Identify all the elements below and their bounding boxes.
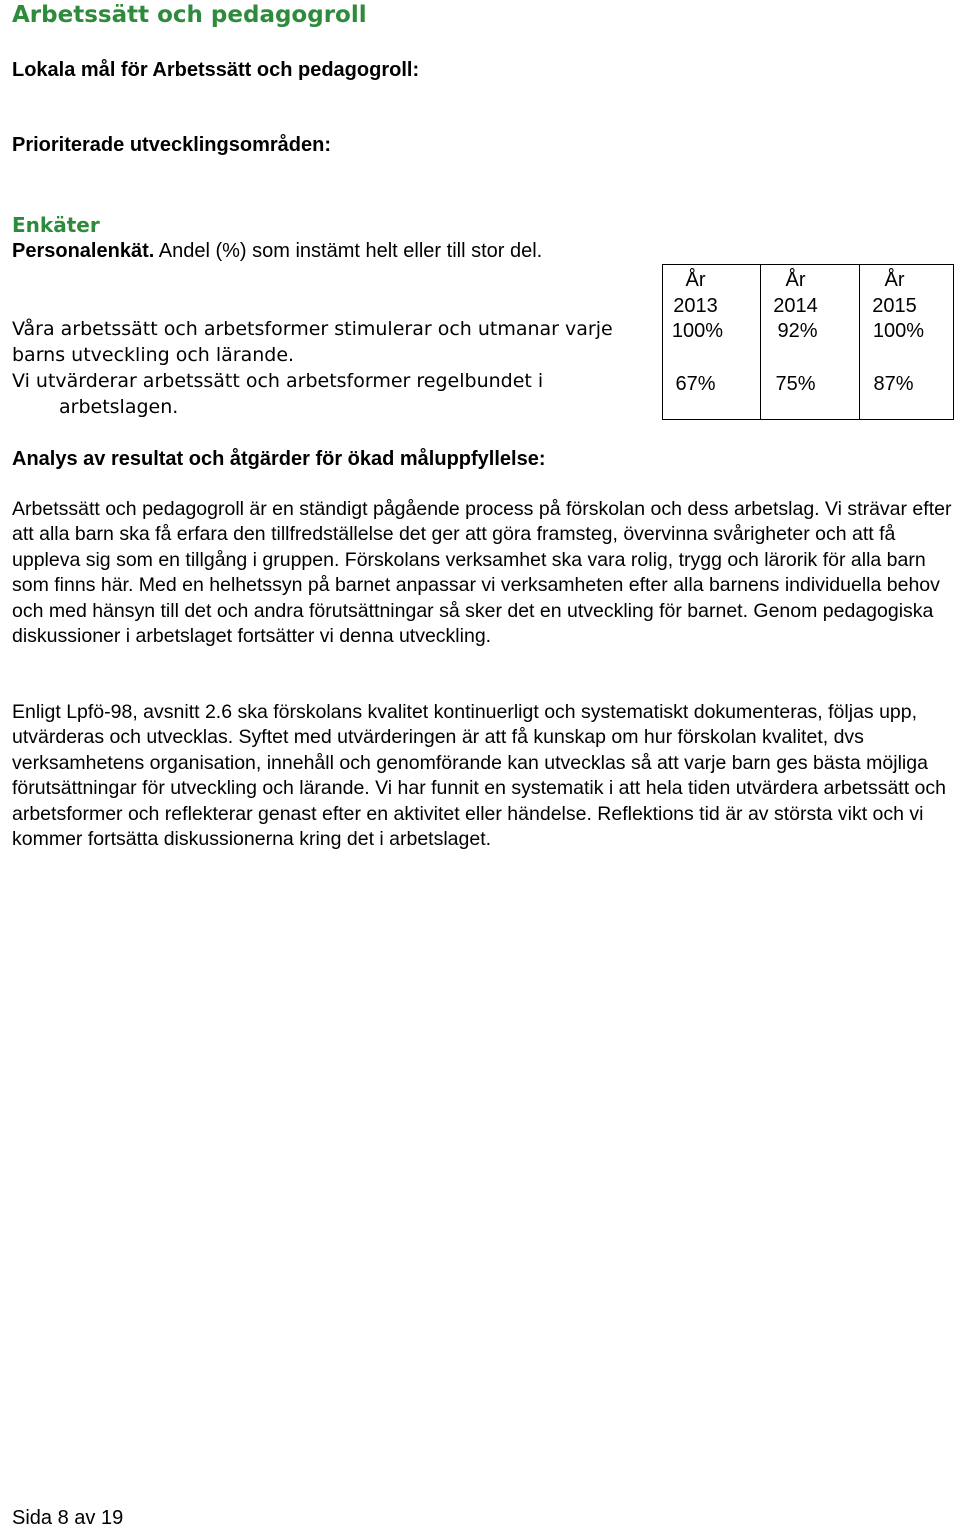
survey-question-2 (12, 368, 642, 420)
table-cell-q2-2014: 75% (775, 373, 816, 395)
analysis-paragraph-2: Enligt Lpfö-98, avsnitt 2.6 ska förskolans kvalitet kontinuerligt och systematiskt dokumenteras, följas upp, utvärderas och utvecklas. Syftet med utvärderingen är att få kunskap om hur förskolan kvalitet, dvs verksamhetens organisation, innehåll och genomförande kan utvecklas så att varje barn ges bästa möjliga förutsättningar för utveckling och lärande. Vi har funnit en systematik i att hela tiden utvärdera arbetssätt och arbetsformer och reflekterar genast efter en aktivitet eller händelse. Reflektions tid är av största vikt och vi kommer fortsätta diskussionerna kring det i arbetslaget. (12, 701, 946, 851)
table-header-label-2015: År (884, 269, 905, 291)
survey-intro (12, 240, 542, 263)
table-header-label-2014: År (785, 269, 806, 291)
table-header-year-2013: 2013 (673, 295, 718, 317)
table-cell-q1-2015: 100% (872, 320, 925, 342)
survey-question-2-line-1: Vi utvärderar arbetssätt och arbetsformer regelbundet i (12, 370, 544, 392)
survey-intro-label: Personalenkät. (12, 240, 155, 262)
table-cell-q1-2013: 100% (671, 320, 724, 342)
table-header-year-2015: 2015 (872, 295, 917, 317)
survey-heading: Enkäter (12, 213, 100, 237)
priority-areas-heading: Prioriterade utvecklingsområden: (12, 134, 331, 156)
table-cell-q1-2014: 92% (777, 320, 818, 342)
table-header-label-2013: År (685, 269, 706, 291)
analysis-paragraph-1: Arbetssätt och pedagogroll är en ständigt pågående process på förskolan och dess arbetslag. Vi strävar efter att alla barn ska få erfara den tillfredställelse det ger att göra framsteg, övervinna svårigheter och att få uppleva sig som en tillgång i gruppen. Förskolans verksamhet ska vara rolig, trygg och lärorik för alla barn som finns här. Med en helhetssyn på barnet anpassar vi verksamheten efter alla barnens individuella behov och med hänsyn till det och andra förutsättningar så sker det en utveckling för barnet. Genom pedagogiska diskussioner i arbetslaget fortsätter vi denna utveckling. (12, 498, 952, 648)
analysis-heading: Analys av resultat och åtgärder för ökad måluppfyllelse: (12, 448, 546, 470)
survey-results-table (662, 264, 954, 420)
survey-question-1-line-1: Våra arbetssätt och arbetsformer stimulerar och utmanar varje (12, 318, 613, 340)
table-cell-q2-2013: 67% (675, 373, 716, 395)
page-title: Arbetssätt och pedagogroll (12, 2, 367, 28)
local-goals-heading: Lokala mål för Arbetssätt och pedagogroll: (12, 59, 420, 81)
table-cell-q2-2015: 87% (873, 373, 914, 395)
survey-intro-text: Andel (%) som instämt helt eller till stor del. (154, 240, 543, 262)
page-number: Sida 8 av 19 (12, 1507, 124, 1529)
table-header-year-2014: 2014 (773, 295, 818, 317)
survey-question-1 (12, 316, 642, 368)
survey-question-2-line-2: arbetslagen. (59, 396, 179, 418)
survey-question-1-line-2: barns utveckling och lärande. (12, 344, 295, 366)
